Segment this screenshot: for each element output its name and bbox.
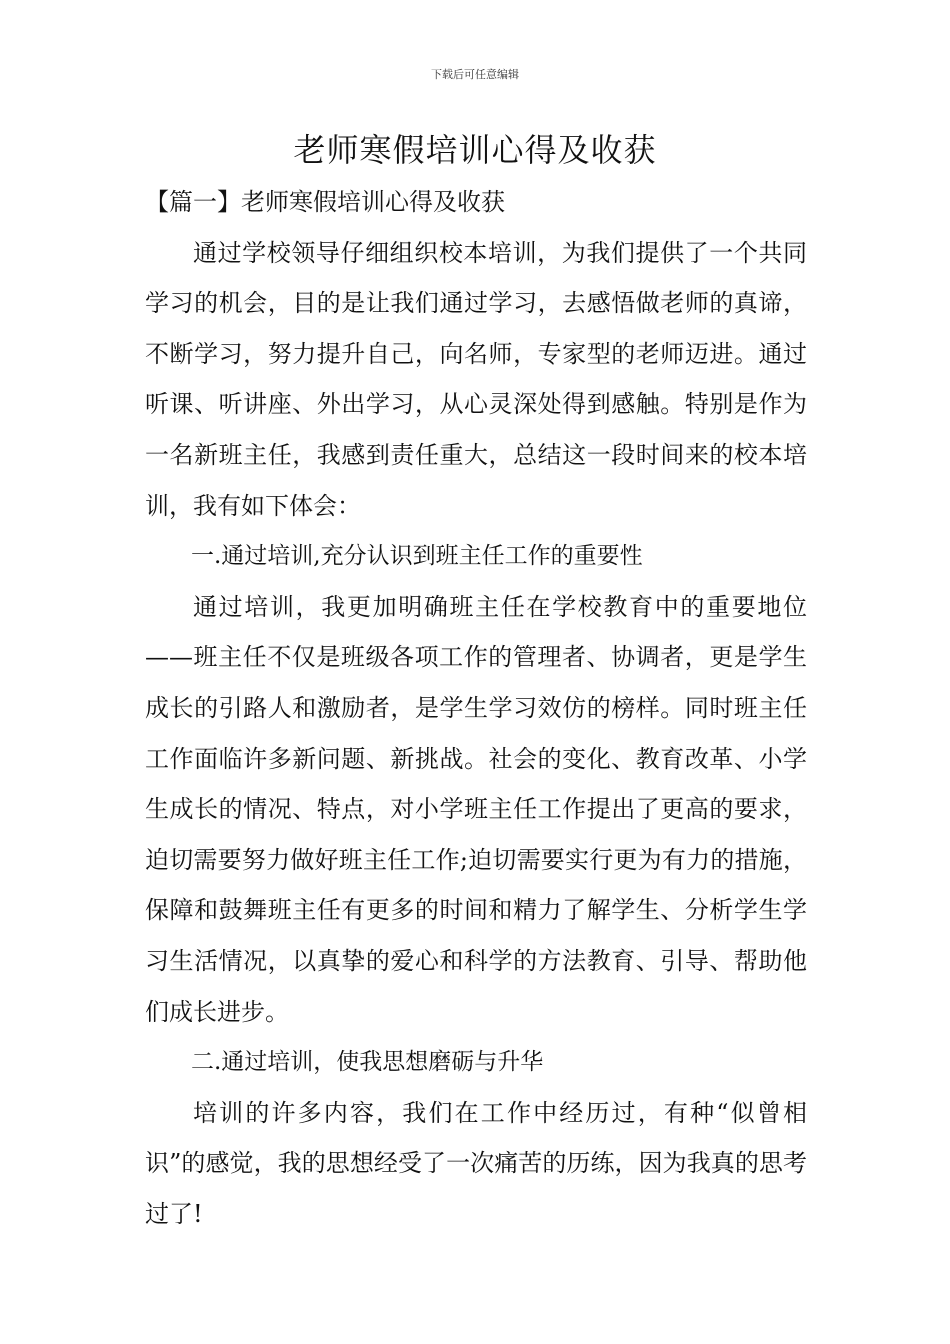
document-title: 老师寒假培训心得及收获 [293,131,657,169]
paragraph-role: 通过培训，我更加明确班主任在学校教育中的重要地位——班主任不仅是班级各项工作的管理者、协调者，更是学生成长的引路人和激励者，是学生学习效仿的榜样。同时班主任工作面临许多新问题、新挑战。社会的变化、教育改革、小学生成长的情况、特点，对小学班主任工作提出了更高的要求，迫切需要努力做好班主任工作;迫切需要实行更为有力的措施，保障和鼓舞班主任有更多的时间和精力了解学生、分析学生学习生活情况，以真挚的爱心和科学的方法教育、引导、帮助他们成长进步。 [145,592,807,1026]
paragraph-reflection: 培训的许多内容，我们在工作中经历过，有种“似曾相识”的感觉，我的思想经受了一次痛苦的历练，因为我真的思考过了! [145,1098,807,1228]
subheading-2: 二.通过培训，使我思想磨砺与升华 [191,1049,544,1076]
document-body [145,177,807,1239]
paragraph-intro: 通过学校领导仔细组织校本培训，为我们提供了一个共同学习的机会，目的是让我们通过学习，去感悟做老师的真谛，不断学习，努力提升自己，向名师，专家型的老师迈进。通过听课、听讲座、外出学习，从心灵深处得到感触。特别是作为一名新班主任，我感到责任重大，总结这一段时间来的校本培训，我有如下体会： [145,238,807,520]
section-label: 【篇一】老师寒假培训心得及收获 [145,188,505,216]
header-note: 下载后可任意编辑 [431,68,519,81]
subheading-1: 一.通过培训,充分认识到班主任工作的重要性 [191,543,643,570]
